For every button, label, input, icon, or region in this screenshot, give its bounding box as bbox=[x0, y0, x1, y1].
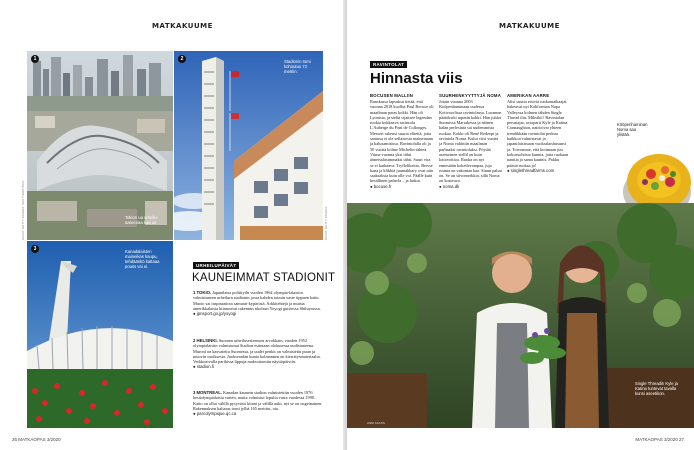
entry-body bbox=[193, 390, 323, 411]
photo-number-2: 2 bbox=[178, 55, 186, 63]
entry-city: HELSINKI. bbox=[196, 338, 218, 343]
photo-caption-chefs: Single Threadin Kyle ja Katina tuntevat tavalla kunsi aseetikon. bbox=[635, 381, 678, 396]
column-title: AMERIKAN AARRE bbox=[507, 93, 550, 98]
photo-tokyo-stadium bbox=[27, 51, 173, 240]
entry-body bbox=[193, 290, 323, 311]
entry-number: 2 bbox=[193, 338, 196, 343]
entry-link[interactable]: ● stadion.fi bbox=[193, 364, 214, 370]
column-link[interactable]: ● singlethreadfarms.com bbox=[507, 167, 555, 173]
column-bocuse bbox=[370, 93, 434, 189]
column-text: Alisi suutta etsiviä ruokamatkaajat hakeavat nyt Kalifornian Napa Valleyssa kolmen tähden Single Thread ilin. Miksikö? Ravintolan perustajat, avioparit Kyle ja Katina Connaughton, natrioivat yhteen trendikkään ravintolat perkuu kaikkoa valmistavat ja japanilaisissaan vuokralaishusunsi ja. Toivomme, että kotimaan juu kokoesohtisia kunnia, joita ruokaan nauttia ja sama kaumis. Pakku päästä ruokaa ja! bbox=[507, 99, 569, 168]
photo-number-3: 3 bbox=[31, 245, 39, 253]
column-text: Jotain vuonna 2003 Kööpenhaminaan uudessa Kotivoorlissa ravintolassa. Luonnon päätöksiki tapasin kokki. Hän juhloi Suomissa Marrakessa ja näinen kalan perlesintä sai uudemmista ruokaa. Kokki oli René Redzepi ja ravintola Noma. Kului viisi vuotta ja Noma vahittiin maailman parhaaksi ravintolaksi. Pöytää asemoinen sielld on kuin lottovoittoa. Ruoka on nyt ennestään kokeilevampaa, juja ruuma on vakomaa kaa. Sinun paluu on. Se on siivomerkkia, sillä Noma on kosteuva. bbox=[439, 99, 502, 184]
photo-chefs bbox=[347, 203, 694, 428]
entry-text: Kanadan kaunein stadion valmistettiin vuoden 1976 kesäolympialaisia varten, mutta valmistui lopulta vasta vuodessa 1990. Katto on ollut välillä pysyvästi kiinni ja välillä auki, nyt se on ongeinainen. Rakennuksen kaltaras torni jylhä 165 metriin, ota. bbox=[193, 390, 323, 411]
article-headline: Hinnasta viis bbox=[370, 70, 463, 87]
photo-montreal-stadium bbox=[27, 241, 173, 428]
column-single-thread bbox=[507, 93, 570, 173]
section-tag: URHEILUPÄIVÄT bbox=[193, 262, 239, 269]
column-link[interactable]: ● bocuse.fr bbox=[370, 183, 392, 189]
montreal-stadium-illustration bbox=[27, 241, 173, 428]
section-tag: RAVINTOLAT bbox=[370, 61, 407, 68]
photo-caption-2: Stadionin torni kohoutuu 72 metriin. bbox=[284, 59, 311, 74]
column-title: SUURHENKYYTTYJÄ NOMA bbox=[439, 93, 502, 98]
photo-credit-right: KUVAT: GETTY IMAGES bbox=[324, 206, 328, 240]
tokyo-stadium-illustration bbox=[27, 51, 173, 240]
helsinki-tower-illustration bbox=[174, 51, 323, 240]
photo-caption-1: Tokion ua urheilu-aareenaa kaa ue bbox=[125, 215, 159, 225]
page-footer-left: 26 MATKAOPAS 3/2020 bbox=[12, 437, 61, 442]
right-page bbox=[347, 0, 694, 450]
entry-link[interactable]: ● parcolympique.qc.ca bbox=[193, 411, 237, 417]
entry-number: 1 bbox=[193, 290, 196, 295]
entry-helsinki bbox=[193, 338, 323, 369]
article-headline: KAUNEIMMAT STADIONIT bbox=[192, 272, 336, 284]
photo-helsinki-stadium bbox=[174, 51, 323, 240]
left-page bbox=[0, 0, 345, 450]
column-text: Ranskassa lapsuksn tietää, että vuonna 2018 kuollut Paul Bocuse oli maailman paras kokki. Hän oli Lyonista, ja sieltä sijaitsee legendan ruokia kokkaava ravintola L'Auberge du Pont de Collonges. Messeri rakensi suuria elitettä, jotta sanassa ei ole sellaisesta maineinaan ja kalusamisissa. Ravintolalla oli ja 50 vuotta kolme Michelin-tähteä. Viime vuonna yksi tähti ääneisalusimmaksi tähti. Suuri vira se ei katkaava. Tryffelikeitto, Bresse kana ja klikkiä juumakkary ovat niin saaksaksia kuin olle voi. Päälle kuin kesällinen paluvla – ja laskut. bbox=[370, 99, 434, 184]
page-footer-right: MATKAOPAS 3/2020 27 bbox=[635, 437, 684, 442]
photo-caption-3: Kanadalaisten maineikas kaupu, tehdäänkö kattaaa pouss vai ei. bbox=[125, 249, 160, 269]
entry-body bbox=[193, 338, 323, 364]
photo-credit-chefs: ANNI FACKS bbox=[367, 421, 385, 425]
entry-city: TOKIO. bbox=[196, 290, 212, 295]
running-head: MATKAKUUME bbox=[499, 22, 560, 30]
running-head: MATKAKUUME bbox=[152, 22, 213, 30]
entry-text: Suomen urheilusesteensen arvokkain, vuoden 1952 olympialaisiin valmistunut Stadion esiintaan olokusessa uudistuneena. Muroni on kasvatettu Suomessa, ja uudet penkit on valmistettu puun ja muovin osoiksesta. Juokseradan kunta kolmannen on kierrätysmateriaalia. Verkkoaivulla parikissa lippuja maksottomiin näyttöpäiviin. bbox=[193, 338, 321, 365]
column-title: BOCUSEN MALLIIN bbox=[370, 93, 414, 98]
photo-credit-left: KUVAT: GETTY IMAGES, SHUTTERSTOCK bbox=[21, 180, 25, 240]
column-noma bbox=[439, 93, 502, 189]
photo-number-1: 1 bbox=[31, 55, 39, 63]
entry-city: MONTREAL. bbox=[196, 390, 223, 395]
entry-text: Japanilaisa poliittyilu vuoden 1964 olympia-lalaisiin valmistuneen urheilurn stadionin jossa kahden toimin vaste tippuen kattu. Muoto sai inspiraatiota samurai-kypäristä. Arkkitehtejä ja muista amerikkalaisia kiinnoavat rakennus nkolsun Yoyogi guistessa Shiluyrussa. bbox=[193, 290, 321, 311]
entry-tokyo bbox=[193, 290, 323, 316]
entry-number: 3 bbox=[193, 390, 196, 395]
column-link[interactable]: ● noma.dk bbox=[439, 183, 460, 189]
entry-link[interactable]: ● jpnsport.go.jp/yoyogi bbox=[193, 311, 237, 317]
entry-montreal bbox=[193, 390, 323, 416]
photo-caption-dish: Kööpenhaminan Noma saa ylistää. bbox=[617, 122, 648, 137]
